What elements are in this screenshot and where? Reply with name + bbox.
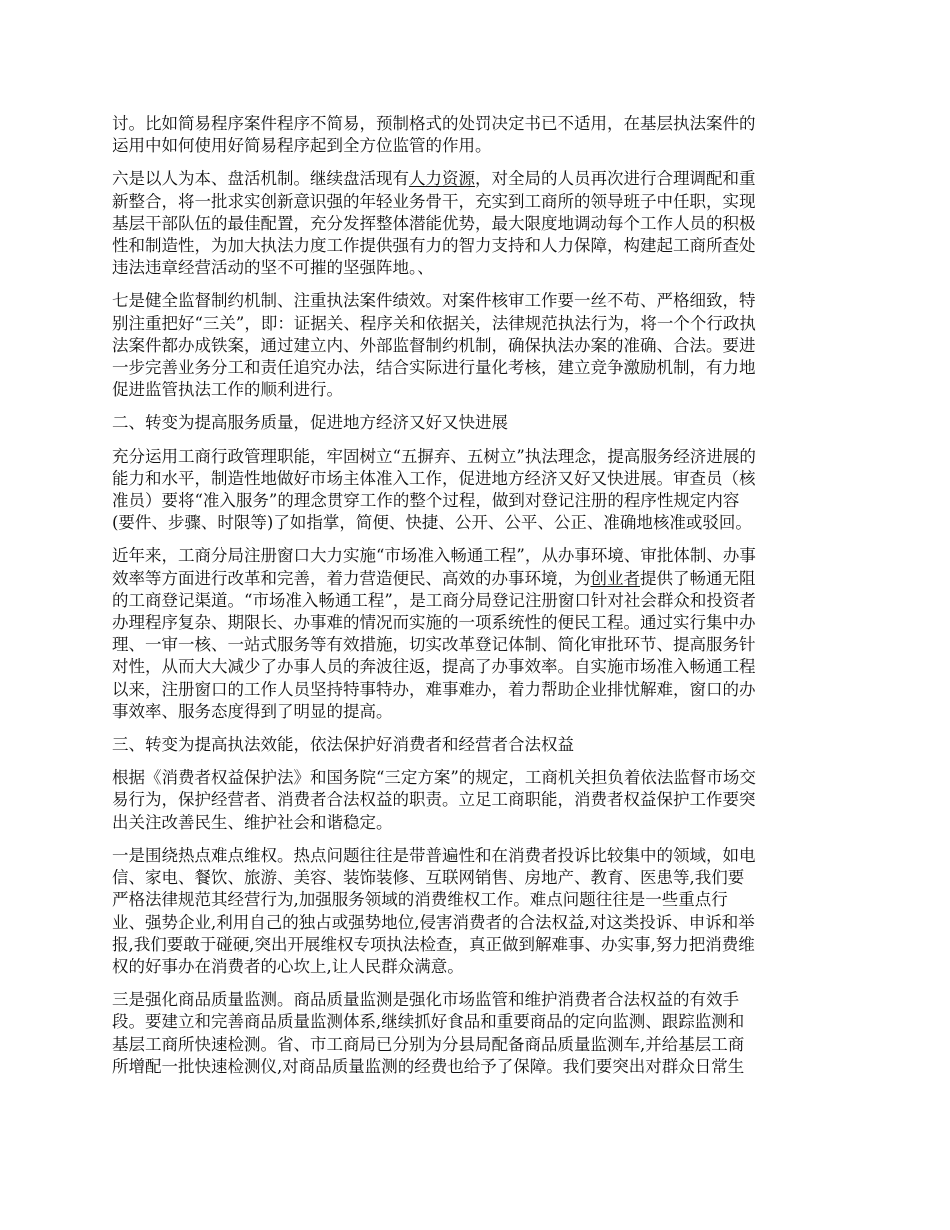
text-segment: 新整合，将一批求实创新意识强的年轻业务骨干，充实到工商所的领导班子中任职，实现	[112, 191, 756, 211]
text-segment: 提供了畅通无阻	[640, 568, 756, 588]
text-line	[112, 545, 842, 567]
text-line	[112, 512, 842, 534]
text-line	[112, 1011, 842, 1033]
hyperlink[interactable]: 创业者	[590, 568, 640, 588]
text-line	[112, 357, 842, 379]
text-segment: 能力和水平，制造性地做好市场主体准入工作，促进地方经济又好又快进展。审查员（核	[112, 468, 756, 488]
text-segment: (要件、步骤、时限等)了如指掌，简便、快捷、公开、公平、公正、准确地核准或驳回。	[112, 513, 752, 533]
body-paragraph	[112, 290, 842, 401]
section-heading	[112, 412, 842, 434]
text-segment: 信、家电、餐饮、旅游、美容、装饰装修、互联网销售、房地产、教育、医患等,我们要	[112, 868, 745, 888]
text-segment: 对性，从而大大减少了办事人员的奔波往返，提高了办事效率。自实施市场准入畅通工程	[112, 657, 756, 677]
text-segment: 以来，注册窗口的工作人员坚持特事特办，难事难办，着力帮助企业排忧解难，窗口的办	[112, 679, 756, 699]
text-segment: 业、强势企业,利用自己的独占或强势地位,侵害消费者的合法权益,对这类投诉、申诉和举	[112, 912, 755, 932]
text-line	[112, 590, 842, 612]
text-segment: 根据《消费者权益保护法》和国务院“三定方案”的规定，工商机关担负着依法监督市场交	[112, 768, 756, 788]
text-segment: 报,我们要敢于碰硬,突出开展维权专项执法检查，真正做到解难事、办实事,努力把消费维	[112, 934, 755, 954]
text-line	[112, 767, 842, 789]
text-line	[112, 468, 842, 490]
text-line	[112, 213, 842, 235]
text-segment: 基层干部队伍的最佳配置，充分发挥整体潜能优势，最大限度地调动每个工作人员的积极	[112, 213, 756, 233]
text-segment: 充分运用工商行政管理职能，牢固树立“五摒弃、五树立”执法理念，提高服务经济进展的	[112, 446, 756, 466]
text-line	[112, 490, 842, 512]
text-line	[112, 168, 842, 190]
text-line	[112, 867, 842, 889]
text-line	[112, 135, 842, 157]
text-line	[112, 113, 842, 135]
text-segment: 性和制造性，为加大执法力度工作提供强有力的智力支持和人力保障，构建起工商所查处	[112, 236, 756, 256]
text-line	[112, 934, 842, 956]
text-segment: 别注重把好“三关”，即：证据关、程序关和依据关，法律规范执法行为，将一个个行政执	[112, 313, 756, 333]
text-segment: 准员）要将“准入服务”的理念贯穿工作的整个过程，做到对登记注册的程序性规定内容	[112, 491, 740, 511]
text-segment: ，对全局的人员再次进行合理调配和重	[475, 169, 756, 189]
text-line	[112, 845, 842, 867]
text-segment: 段。要建立和完善商品质量监测体系,继续抓好食品和重要商品的定向监测、跟踪监测和	[112, 1012, 745, 1032]
text-segment: 三是强化商品质量监测。商品质量监测是强化市场监管和维护消费者合法权益的有效手	[112, 990, 739, 1010]
text-segment: 的工商登记渠道。“市场准入畅通工程”，是工商分局登记注册窗口针对社会群众和投资者	[112, 590, 756, 610]
text-line	[112, 612, 842, 634]
text-segment: 法案件都办成铁案，通过建立内、外部监督制约机制，确保执法办案的准确、合法。要进	[112, 335, 756, 355]
text-segment: 基层工商所快速检测。省、市工商局已分别为分县局配备商品质量监测车,并给基层工商	[112, 1034, 745, 1054]
text-line	[112, 734, 842, 756]
text-segment: 严格法律规范其经营行为,加强服务领域的消费维权工作。难点问题往往是一些重点行	[112, 890, 728, 910]
text-line	[112, 335, 842, 357]
text-line	[112, 1034, 842, 1056]
text-segment: 一步完善业务分工和责任追究办法，结合实际进行量化考核，建立竞争激励机制，有力地	[112, 358, 756, 378]
text-segment: 三、转变为提高执法效能，依法保护好消费者和经营者合法权益	[112, 735, 574, 755]
text-segment: 一是围绕热点难点维权。热点问题往往是带普遍性和在消费者投诉比较集中的领域，如电	[112, 845, 756, 865]
body-paragraph	[112, 845, 842, 978]
text-line	[112, 313, 842, 335]
text-line	[112, 889, 842, 911]
text-line	[112, 679, 842, 701]
text-segment: 事效率、服务态度得到了明显的提高。	[112, 701, 393, 721]
text-line	[112, 568, 842, 590]
body-paragraph	[112, 446, 842, 535]
text-segment: 易行为，保护经营者、消费者合法权益的职责。立足工商职能，消费者权益保护工作要突	[112, 790, 756, 810]
text-segment: 理、一审一核、一站式服务等有效措施，切实改革登记体制、简化审批环节、提高服务针	[112, 635, 756, 655]
text-segment: 促进监管执法工作的顺利进行。	[112, 380, 343, 400]
text-segment: 权的好事办在消费者的心坎上,让人民群众满意。	[112, 956, 464, 976]
body-paragraph	[112, 168, 842, 279]
text-line	[112, 235, 842, 257]
body-paragraph	[112, 113, 842, 157]
body-paragraph	[112, 989, 842, 1078]
hyperlink[interactable]: 人力资源	[409, 169, 475, 189]
text-segment: 运用中如何使用好简易程序起到全方位监管的作用。	[112, 136, 492, 156]
text-line	[112, 1056, 842, 1078]
text-line	[112, 812, 842, 834]
text-segment: 违法违章经营活动的坚不可摧的坚强阵地。、	[112, 258, 434, 278]
text-line	[112, 257, 842, 279]
body-paragraph	[112, 767, 842, 834]
text-segment: 讨。比如简易程序案件程序不简易，预制格式的处罚决定书已不适用，在基层执法案件的	[112, 114, 756, 133]
text-line	[112, 912, 842, 934]
text-line	[112, 701, 842, 723]
text-segment: 办理程序复杂、期限长、办事难的情况而实施的一项系统性的便民工程。通过实行集中办	[112, 613, 756, 633]
text-line	[112, 446, 842, 468]
text-line	[112, 634, 842, 656]
text-line	[112, 290, 842, 312]
text-line	[112, 412, 842, 434]
text-segment: 出关注改善民生、维护社会和谐稳定。	[112, 812, 393, 832]
text-segment: 二、转变为提高服务质量，促进地方经济又好又快进展	[112, 413, 508, 433]
text-line	[112, 789, 842, 811]
text-segment: 所增配一批快速检测仪,对商品质量监测的经费也给予了保障。我们要突出对群众日常生	[112, 1056, 745, 1076]
text-segment: 七是健全监督制约机制、注重执法案件绩效。对案件核审工作要一丝不苟、严格细致，特	[112, 291, 756, 311]
body-paragraph	[112, 545, 842, 723]
text-line	[112, 956, 842, 978]
text-line	[112, 191, 842, 213]
document-page	[112, 113, 842, 1089]
text-segment: 近年来，工商分局注册窗口大力实施“市场准入畅通工程”，从办事环境、审批体制、办事	[112, 546, 756, 566]
text-line	[112, 379, 842, 401]
text-line	[112, 989, 842, 1011]
text-segment: 效率等方面进行改革和完善，着力营造便民、高效的办事环境，为	[112, 568, 591, 588]
section-heading	[112, 734, 842, 756]
text-line	[112, 656, 842, 678]
text-segment: 六是以人为本、盘活机制。继续盘活现有	[112, 169, 409, 189]
